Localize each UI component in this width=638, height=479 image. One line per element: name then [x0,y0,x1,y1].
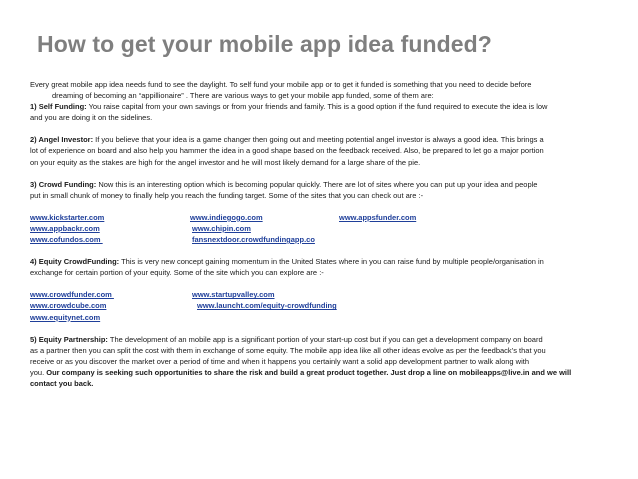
section-heading: 5) Equity Partnership: [30,334,108,344]
spacer [30,245,605,256]
article-body [30,79,605,389]
link-fansnextdoor[interactable]: fansnextdoor.crowdfundingapp.co [192,235,315,245]
section-heading: 4) Equity CrowdFunding: [30,257,120,267]
link-row [30,212,605,223]
section-self-funding-line-1 [30,101,605,112]
section-crowd-line-2: put in small chunk of money to finally help you reach the funding target. Some of the sites that you can check out are :- [30,190,424,200]
section-angel-line-1 [30,134,605,145]
spacer [30,201,605,212]
link-crowdfunder[interactable]: www.crowdfunder.com [30,290,114,300]
intro-line-2: dreaming of becoming an “appillionaire” . There are various ways to get your mobile app funded, some of them are: [52,91,434,101]
link-launcht[interactable]: www.launcht.com/equity-crowdfunding [197,301,337,311]
section-text: This is very new concept gaining momentum in the United States where in you can raise fund by multiple people/organisation in [119,257,544,267]
link-equitynet[interactable]: www.equitynet.com [30,312,101,322]
section-heading: 3) Crowd Funding: [30,179,97,189]
section-partnership-line-4 [30,367,605,378]
call-to-action: Our company is seeking such opportunities to share the risk and build a great product together. Just drop a line on mobileapps@live.in and we will [46,367,572,377]
section-crowd-line-1 [30,179,605,190]
section-text: You raise capital from your own savings or from your friends and family. This is a good option if the fund required to execute the idea is low [86,102,548,112]
section-partnership-line-3: receive or as you discover the market over a period of time and when it happens you certainly want a solid app development partner to walk along with [30,356,530,366]
section-angel-line-2: lot of experience on board and also help you hammer the idea in a good shape based on the feedback received. Also, be prepared to let go a major portion [30,146,544,156]
intro-line-1: Every great mobile app idea needs fund to see the daylight. To self fund your mobile app or to get it funded is something that you need to decide before [30,80,532,89]
link-startupvalley[interactable]: www.startupvalley.com [192,290,275,300]
section-text: The development of an mobile app is a significant portion of your start-up cost but if you can get a development company on board [107,334,543,344]
link-row [30,234,605,245]
link-appsfunder[interactable]: www.appsfunder.com [339,212,417,222]
spacer [30,278,605,289]
spacer [30,123,605,134]
section-equity-crowd-line-2: exchange for certain portion of your equity. Some of the site which you can explore are :- [30,268,324,278]
link-indiegogo[interactable]: www.indiegogo.com [190,212,263,222]
section-text: Now this is an interesting option which is becoming popular quickly. There are lot of sites where you can put up your idea and people [96,179,538,189]
section-heading: 2) Angel Investor: [30,135,94,145]
section-partnership-line-2: as a partner then you can split the cost with them in exchange of some equity. The mobile app idea like all other ideas evolve as per the feedback’s that you [30,345,546,355]
link-appbackr[interactable]: www.appbackr.com [30,223,100,233]
section-self-funding-line-2: and you are doing it on the sidelines. [30,113,153,123]
section-partnership-line-5: contact you back. [30,378,94,388]
section-heading: 1) Self Funding: [30,102,87,112]
link-row [30,223,605,234]
link-crowdcube[interactable]: www.crowdcube.com [30,301,107,311]
section-text: If you believe that your idea is a game changer then going out and meeting potential angel investor is always a good idea. This brings a [93,135,544,145]
section-equity-crowd-line-1 [30,256,605,267]
link-chipin[interactable]: www.chipin.com [192,223,251,233]
link-cofundos[interactable]: www.cofundos.com [30,235,103,245]
section-text: you. [30,367,47,377]
section-partnership-line-1 [30,334,605,345]
link-row [30,300,605,311]
link-row [30,289,605,300]
spacer [30,168,605,179]
spacer [30,323,605,334]
link-row [30,312,605,323]
section-angel-line-3: on your equity as the stakes are high for the angel investor and he will most likely demand for a large share of the pie. [30,157,421,167]
page-title: How to get your mobile app idea funded? [37,31,492,57]
link-kickstarter[interactable]: www.kickstarter.com [30,212,105,222]
